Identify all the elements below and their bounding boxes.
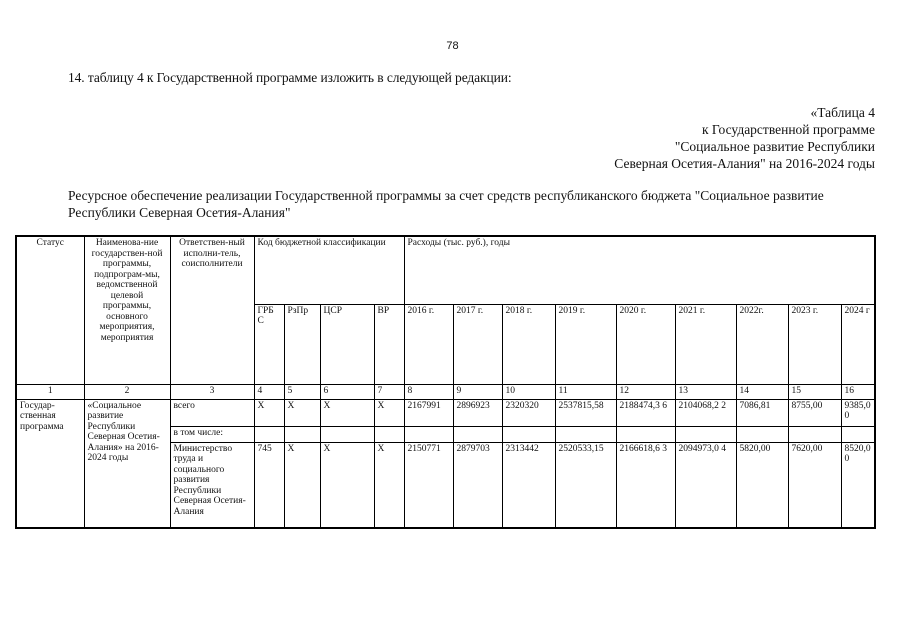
column-number: 16 [841,384,875,399]
column-number: 2 [84,384,170,399]
amount-cell: 9385,0 0 [841,399,875,426]
amount-cell: 8520,0 0 [841,442,875,528]
executor-cell: Министерство труда и социального развития Республики Северная Осетия-Алания [170,442,254,528]
grbs-cell: Х [254,399,284,426]
empty-cell [453,426,502,442]
amount-cell: 8755,00 [788,399,841,426]
header-budget-code: Код бюджетной классификации [254,236,404,304]
caption-line: Северная Осетия-Алания" на 2016-2024 годы [614,156,875,171]
program-name-cell: «Социальное развитие Республики Северная Осетия-Алания» на 2016-2024 годы [84,399,170,528]
vr-cell: Х [374,442,404,528]
column-number-row [16,384,875,399]
column-number: 1 [16,384,84,399]
empty-cell [675,426,736,442]
amount-cell: 2166618,6 3 [616,442,675,528]
amount-cell: 2879703 [453,442,502,528]
caption-line: "Социальное развитие Республики [674,139,875,154]
amount-cell: 2896923 [453,399,502,426]
caption-line: «Таблица 4 [810,105,875,120]
header-year: 2022г. [736,304,788,384]
column-number: 9 [453,384,502,399]
csr-cell: Х [320,399,374,426]
header-row [16,236,875,304]
status-cell: Государ-ственная программа [16,399,84,528]
column-number: 8 [404,384,453,399]
table-title: Ресурсное обеспечение реализации Государственной программы за счет средств республиканского бюджета "Социальное развитие Республики Северная Осетия-Алания" [68,188,824,220]
amount-cell: 2167991 [404,399,453,426]
table-row-total [16,399,875,426]
executor-cell: всего [170,399,254,426]
resource-table [15,235,876,529]
empty-cell [616,426,675,442]
rzpr-cell: Х [284,399,320,426]
header-expenses: Расходы (тыс. руб.), годы [404,236,875,304]
column-number: 13 [675,384,736,399]
header-name: Наименова-ние государствен-ной программы, подпрограм-мы, ведомственной целевой программы, основного мероприятия, мероприятия [84,236,170,384]
column-number: 3 [170,384,254,399]
page-number: 78 [446,40,459,52]
amount-cell: 2104068,2 2 [675,399,736,426]
empty-cell [254,426,284,442]
column-number: 14 [736,384,788,399]
header-year: 2016 г. [404,304,453,384]
amount-cell: 2520533,15 [555,442,616,528]
amount-cell: 2188474,3 6 [616,399,675,426]
header-csr: ЦСР [320,304,374,384]
executor-cell: в том числе: [170,426,254,442]
header-year: 2023 г. [788,304,841,384]
table-caption [614,104,875,172]
column-number: 11 [555,384,616,399]
header-year: 2018 г. [502,304,555,384]
vr-cell: Х [374,399,404,426]
column-number: 5 [284,384,320,399]
empty-cell [374,426,404,442]
amount-cell: 2094973,0 4 [675,442,736,528]
header-year: 2017 г. [453,304,502,384]
grbs-cell: 745 [254,442,284,528]
caption-line: к Государственной программе [701,122,875,137]
header-year: 2019 г. [555,304,616,384]
header-year: 2020 г. [616,304,675,384]
header-year: 2024 г [841,304,875,384]
empty-cell [555,426,616,442]
empty-cell [320,426,374,442]
amendment-instruction: 14. таблицу 4 к Государственной программе изложить в следующей редакции: [68,70,512,85]
column-number: 15 [788,384,841,399]
empty-cell [502,426,555,442]
amount-cell: 2150771 [404,442,453,528]
header-status: Статус [16,236,84,384]
amount-cell: 7086,81 [736,399,788,426]
amount-cell: 5820,00 [736,442,788,528]
amount-cell: 7620,00 [788,442,841,528]
column-number: 12 [616,384,675,399]
empty-cell [736,426,788,442]
header-executor: Ответствен-ный исполни-тель, соисполнители [170,236,254,384]
header-rzpr: РзПр [284,304,320,384]
amount-cell: 2537815,58 [555,399,616,426]
csr-cell: Х [320,442,374,528]
empty-cell [841,426,875,442]
column-number: 6 [320,384,374,399]
empty-cell [404,426,453,442]
column-number: 4 [254,384,284,399]
empty-cell [788,426,841,442]
column-number: 10 [502,384,555,399]
amount-cell: 2313442 [502,442,555,528]
header-vr: ВР [374,304,404,384]
empty-cell [284,426,320,442]
header-year: 2021 г. [675,304,736,384]
rzpr-cell: Х [284,442,320,528]
column-number: 7 [374,384,404,399]
amount-cell: 2320320 [502,399,555,426]
header-grbs: ГРБ С [254,304,284,384]
